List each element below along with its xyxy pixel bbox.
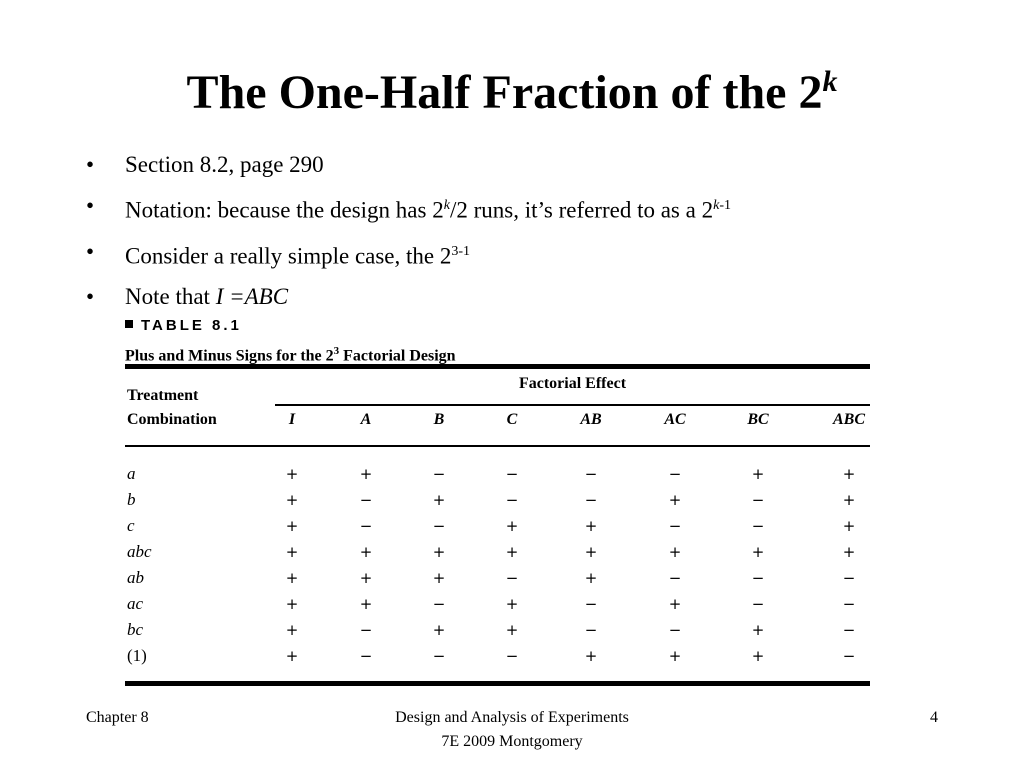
bullet-item bbox=[86, 144, 731, 185]
table-row bbox=[125, 565, 870, 591]
sign-cell: − bbox=[751, 568, 765, 587]
table-caption bbox=[125, 340, 870, 364]
footer-chapter: Chapter 8 bbox=[86, 709, 149, 726]
bullet-marker: • bbox=[86, 284, 95, 310]
treatment-label: a bbox=[127, 463, 136, 483]
sign-cell: + bbox=[285, 542, 299, 561]
sign-cell: + bbox=[842, 516, 856, 535]
sign-cell: − bbox=[359, 516, 373, 535]
treatment-header: Treatment bbox=[127, 387, 199, 404]
treatment-label: ab bbox=[127, 567, 144, 587]
sign-cell: + bbox=[359, 594, 373, 613]
sign-cell: + bbox=[505, 594, 519, 613]
sign-cell: + bbox=[505, 516, 519, 535]
slide-title bbox=[0, 52, 1024, 123]
sign-table bbox=[125, 316, 870, 686]
table-row bbox=[125, 461, 870, 487]
bullet-superscript-k: k bbox=[713, 198, 720, 213]
sign-cell: + bbox=[668, 594, 682, 613]
sign-cell: + bbox=[751, 542, 765, 561]
sign-cell: + bbox=[842, 490, 856, 509]
sign-cell: + bbox=[505, 542, 519, 561]
sign-cell: + bbox=[285, 594, 299, 613]
sign-cell: − bbox=[432, 646, 446, 665]
bullet-marker: • bbox=[86, 152, 95, 177]
column-header: B bbox=[433, 411, 445, 428]
sign-cell: − bbox=[432, 594, 446, 613]
bullet-marker: • bbox=[86, 238, 95, 264]
sign-cell: + bbox=[842, 464, 856, 483]
sign-cell: + bbox=[432, 542, 446, 561]
bullet-item bbox=[86, 231, 731, 277]
sign-cell: − bbox=[751, 594, 765, 613]
sign-cell: − bbox=[359, 490, 373, 509]
bullet-list bbox=[86, 144, 731, 317]
table-row bbox=[125, 591, 870, 617]
sign-cell: − bbox=[668, 464, 682, 483]
sign-cell: − bbox=[432, 516, 446, 535]
treatment-label: ac bbox=[127, 593, 144, 613]
sign-cell: − bbox=[359, 620, 373, 639]
slide-title-superscript: k bbox=[822, 65, 838, 98]
sign-cell: − bbox=[505, 490, 519, 509]
table-header bbox=[125, 369, 870, 445]
sign-cell: − bbox=[584, 594, 598, 613]
sign-cell: − bbox=[751, 516, 765, 535]
sign-cell: + bbox=[359, 568, 373, 587]
column-header: BC bbox=[747, 411, 769, 428]
sign-cell: + bbox=[505, 620, 519, 639]
footer-book bbox=[312, 706, 712, 754]
column-header: C bbox=[506, 411, 518, 428]
sign-cell: + bbox=[285, 490, 299, 509]
table-label-text: TABLE 8.1 bbox=[141, 317, 242, 334]
column-header: AC bbox=[664, 411, 686, 428]
sign-cell: − bbox=[505, 464, 519, 483]
treatment-label: c bbox=[127, 515, 135, 535]
sign-cell: + bbox=[842, 542, 856, 561]
bullet-superscript: k bbox=[443, 198, 450, 213]
sign-cell: − bbox=[842, 594, 856, 613]
footer-page-number: 4 bbox=[930, 709, 938, 726]
bullet-text: Note that bbox=[125, 284, 216, 310]
bullet-text: /2 runs, it’s referred to as a 2 bbox=[449, 197, 714, 223]
sign-cell: + bbox=[584, 646, 598, 665]
bullet-superscript-minus-one: -1 bbox=[719, 198, 731, 213]
treatment-label: b bbox=[127, 489, 136, 509]
sign-cell: + bbox=[668, 490, 682, 509]
sign-cell: − bbox=[668, 620, 682, 639]
sign-cell: + bbox=[285, 620, 299, 639]
treatment-label: bc bbox=[127, 619, 144, 639]
sign-cell: + bbox=[432, 568, 446, 587]
bullet-marker: • bbox=[86, 193, 95, 218]
sign-cell: − bbox=[505, 646, 519, 665]
sign-cell: − bbox=[668, 516, 682, 535]
sign-cell: + bbox=[285, 464, 299, 483]
column-header: I bbox=[288, 411, 296, 428]
sign-cell: + bbox=[751, 464, 765, 483]
sign-cell: + bbox=[584, 516, 598, 535]
square-icon bbox=[125, 320, 133, 328]
sign-cell: + bbox=[432, 490, 446, 509]
sign-cell: − bbox=[359, 646, 373, 665]
factorial-effect-header: Factorial Effect bbox=[518, 375, 627, 392]
sign-cell: − bbox=[584, 490, 598, 509]
sign-cell: + bbox=[432, 620, 446, 639]
bullet-item bbox=[86, 276, 731, 317]
bullet-text: Section 8.2, page 290 bbox=[125, 152, 324, 177]
bullet-superscript bbox=[713, 198, 731, 213]
sign-cell: + bbox=[751, 646, 765, 665]
sign-cell: + bbox=[584, 568, 598, 587]
sign-cell: − bbox=[584, 464, 598, 483]
bullet-superscript: 3-1 bbox=[451, 243, 471, 259]
sign-cell: + bbox=[285, 516, 299, 535]
bullet-text: Consider a really simple case, the 2 bbox=[125, 243, 452, 269]
sign-cell: + bbox=[668, 646, 682, 665]
footer-book-title: Design and Analysis of Experiments bbox=[395, 709, 629, 726]
treatment-label: abc bbox=[127, 541, 152, 561]
sign-cell: − bbox=[842, 620, 856, 639]
table-bottom-rule bbox=[125, 681, 870, 686]
sign-cell: − bbox=[505, 568, 519, 587]
table-caption-superscript: 3 bbox=[333, 345, 340, 357]
bullet-italic-text: I =ABC bbox=[215, 284, 289, 310]
sign-cell: − bbox=[584, 620, 598, 639]
sign-cell: − bbox=[432, 464, 446, 483]
sign-cell: + bbox=[359, 542, 373, 561]
bullet-item bbox=[86, 185, 731, 231]
sign-cell: + bbox=[285, 568, 299, 587]
table-row bbox=[125, 487, 870, 513]
table-row bbox=[125, 617, 870, 643]
column-header: ABC bbox=[832, 411, 866, 428]
column-header: A bbox=[360, 411, 372, 428]
footer-book-edition: 7E 2009 Montgomery bbox=[441, 733, 583, 750]
table-row bbox=[125, 539, 870, 565]
combination-header: Combination bbox=[127, 411, 217, 428]
table-label bbox=[125, 316, 870, 336]
sign-cell: + bbox=[584, 542, 598, 561]
sign-cell: − bbox=[842, 568, 856, 587]
table-row bbox=[125, 513, 870, 539]
sign-cell: − bbox=[842, 646, 856, 665]
table-body bbox=[125, 447, 870, 681]
sign-cell: + bbox=[285, 646, 299, 665]
table-caption-text: Factorial Design bbox=[339, 347, 456, 365]
treatment-label: (1) bbox=[127, 645, 147, 665]
group-header-rule bbox=[275, 404, 870, 406]
column-header: AB bbox=[580, 411, 602, 428]
bullet-text: Notation: because the design has 2 bbox=[125, 197, 444, 223]
table-row bbox=[125, 643, 870, 669]
table-caption-text: Plus and Minus Signs for the 2 bbox=[125, 347, 334, 365]
slide-title-text: The One-Half Fraction of the 2 bbox=[186, 66, 823, 119]
sign-cell: − bbox=[751, 490, 765, 509]
sign-cell: + bbox=[751, 620, 765, 639]
sign-cell: − bbox=[668, 568, 682, 587]
sign-cell: + bbox=[359, 464, 373, 483]
sign-cell: + bbox=[668, 542, 682, 561]
